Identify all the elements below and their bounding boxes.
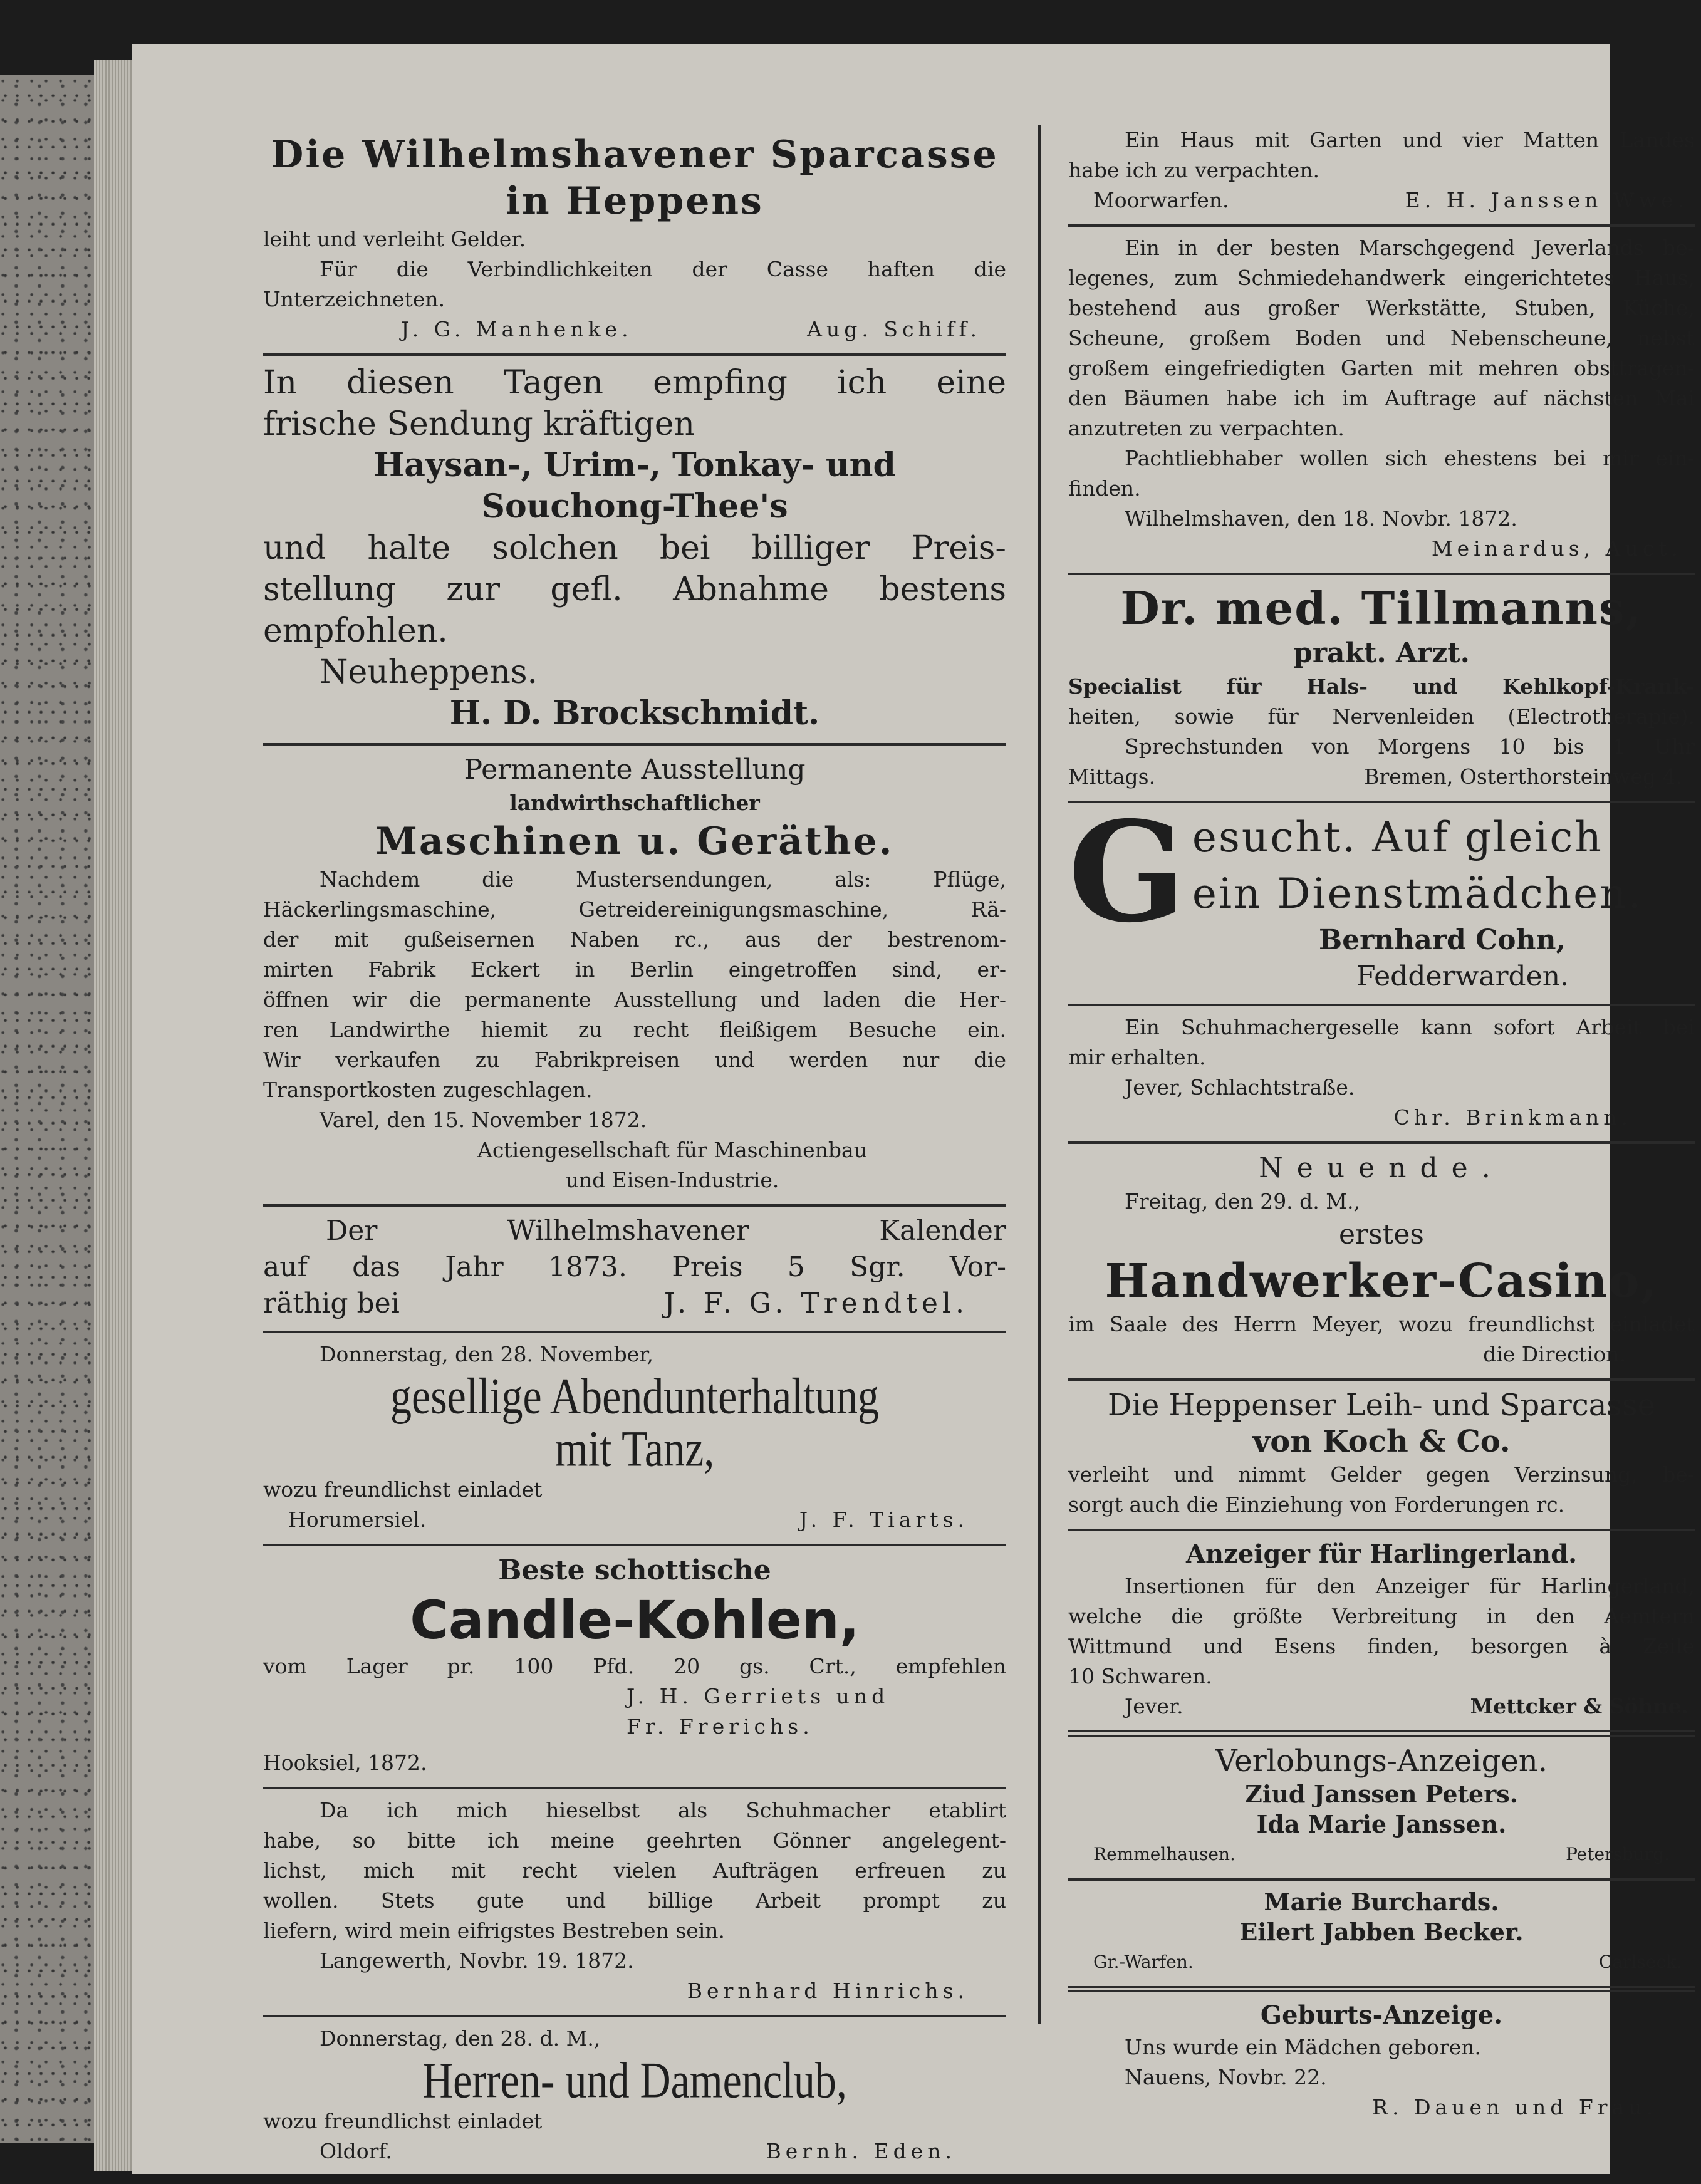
ad-signature: und Eisen-Industrie.: [565, 1168, 779, 1192]
ad-text: mir erhalten.: [1068, 1045, 1206, 1069]
ad-text: Bremen, Osterthorsteinweg 4.: [1364, 764, 1682, 789]
left-column: [257, 125, 1012, 2175]
ad-haus-verpachten: [1068, 125, 1695, 227]
ad-place: Fedderwarden.: [1356, 960, 1569, 992]
ad-title: ein Dienstmädchen.: [1192, 870, 1643, 918]
ad-place: Oldorf.: [320, 2139, 392, 2163]
ad-text: Sprechstunden von Morgens 10 bis 1 Uhr: [1125, 734, 1695, 759]
ad-title: Herren- und Damenclub,: [422, 2051, 847, 2109]
ad-body-line: welche die größte Verbreitung in den Aemtern: [1068, 1604, 1695, 1628]
ad-title: esucht. Auf gleich: [1192, 813, 1603, 861]
ad-text: Ein Schuhmachergeselle kann sofort Arbeit bei: [1125, 1015, 1695, 1039]
ad-text: Mittags.: [1068, 764, 1156, 789]
ad-title: Geburts-Anzeige.: [1260, 2000, 1503, 2030]
ad-dr-tillmanns: [1068, 575, 1695, 803]
signature: J. G. Manhenke.: [401, 317, 633, 341]
ad-text: Uns wurde ein Mädchen geboren.: [1125, 2035, 1482, 2059]
ad-title: Anzeiger für Harlingerland.: [1185, 1539, 1578, 1569]
ad-name: Ziud Janssen Peters.: [1245, 1780, 1518, 1808]
ad-place: Neuende.: [1259, 1152, 1504, 1184]
ad-title: Die Wilhelmshavener Sparcasse: [271, 133, 999, 177]
ad-subtitle: in Heppens: [506, 179, 764, 223]
ad-text: im Saale des Herrn Meyer, wozu freundlichst einladet: [1068, 1312, 1695, 1336]
ad-title: mit Tanz,: [554, 1420, 715, 1477]
ad-title: Permanente Ausstellung: [464, 754, 806, 786]
ad-schuhmacher: [263, 1789, 1006, 2017]
ad-place: Remmelhausen.: [1093, 1844, 1235, 1864]
ad-signature: Actiengesellschaft für Maschinenbau: [477, 1138, 867, 1162]
ad-place: Horumersiel.: [288, 1507, 427, 1532]
ad-calendar: [263, 1207, 1006, 1333]
ad-title: Verlobungs-Anzeigen.: [1215, 1744, 1548, 1779]
ad-handwerker-casino: [1068, 1144, 1695, 1381]
ad-body-line: Wittmund und Esens finden, besorgen à Zeile: [1068, 1634, 1695, 1658]
ad-text: heiten, sowie für Nervenleiden (Electrotherapie).: [1068, 704, 1695, 729]
ad-herren-damenclub: [263, 2017, 1006, 2175]
ad-body-line: habe, so bitte ich meine geehrten Gönner angelegent-: [263, 1828, 1006, 1853]
ad-machine-exhibition: [263, 746, 1006, 1207]
ad-title: Die Heppenser Leih- und Sparcasse: [1108, 1388, 1655, 1423]
ad-signature: die Direction.: [1483, 1342, 1626, 1366]
ad-text: räthig bei: [263, 1287, 400, 1319]
ad-signature: Meinardus, Auct.: [1431, 536, 1682, 561]
ad-signature: Bernhard Cohn,: [1319, 924, 1566, 956]
ad-text: und halte solchen bei billiger Preis-: [263, 529, 1006, 567]
ad-signature: J. F. G. Trendtel.: [663, 1287, 969, 1319]
ad-body-line: bestehend aus großer Werkstätte, Stuben, Küche,: [1068, 296, 1695, 320]
ad-signature: Mettcker & Söhne.: [1470, 1694, 1688, 1719]
ad-date: Varel, den 15. November 1872.: [320, 1108, 647, 1132]
ad-schmiede-verpachten: [1068, 227, 1695, 575]
ad-heppenser-sparcasse: [1068, 1381, 1695, 1531]
ad-body-line: ren Landwirthe hiemit zu recht fleißigem Besuche ein.: [263, 1017, 1006, 1042]
ad-row: [1068, 1839, 1695, 1869]
ad-geburt: [1068, 1992, 1695, 2131]
ad-body-line: Nachdem die Mustersendungen, als: Pflüge,: [320, 867, 1006, 892]
ad-text: wozu freundlichst einladet: [263, 1477, 543, 1502]
ad-name: Marie Burchards.: [1264, 1888, 1499, 1916]
ad-text: Haysan-, Urim-, Tonkay- und: [373, 446, 896, 484]
ad-date: Donnerstag, den 28. d. M.,: [320, 2026, 601, 2051]
ad-date: Langewerth, Novbr. 19. 1872.: [320, 1948, 634, 1973]
ad-date: Wilhelmshaven, den 18. Novbr. 1872.: [1125, 506, 1517, 531]
ad-gesucht-dienstmaedchen: [1068, 791, 1695, 1006]
ad-signature: J. H. Gerriets und: [627, 1684, 890, 1708]
ad-text: habe ich zu verpachten.: [1068, 158, 1319, 182]
ad-body-line: großem eingefriedigten Garten mit mehren obsttragen-: [1068, 356, 1695, 380]
ad-text: vom Lager pr. 100 Pfd. 20 gs. Crt., empfehlen: [263, 1654, 1006, 1678]
decorative-initial: G: [1068, 791, 1186, 953]
ad-title: Handwerker-Casino,: [1105, 1254, 1658, 1308]
ad-text: Ein Haus mit Garten und vier Matten Landes: [1125, 128, 1695, 152]
column-divider: [1038, 125, 1041, 2024]
ad-row: [1068, 185, 1695, 216]
ad-text: frische Sendung kräftigen: [263, 405, 695, 443]
ad-date: Freitag, den 29. d. M.,: [1125, 1189, 1361, 1214]
ad-schuhmachergeselle: [1068, 1006, 1695, 1144]
ad-body-line: Wir verkaufen zu Fabrikpreisen und werden nur die: [263, 1048, 1006, 1072]
ad-signature: H. D. Brockschmidt.: [449, 694, 820, 732]
ad-body-line: Häckerlingsmaschine, Getreidereinigungsmaschine, Rä-: [263, 897, 1006, 922]
ad-row: [1068, 1947, 1695, 1977]
ad-body-line: liefern, wird mein eifrigstes Bestreben sein.: [263, 1918, 726, 1943]
ad-text: Souchong-Thee's: [481, 487, 788, 526]
ad-text: leiht und verleiht Gelder.: [263, 227, 526, 251]
ad-place: Neuheppens.: [320, 653, 538, 691]
ad-text: stellung zur gefl. Abnahme bestens: [263, 571, 1006, 608]
ad-subtitle: prakt. Arzt.: [1293, 637, 1470, 669]
ad-signatures: [263, 315, 1006, 345]
ad-body-line: Ein in der besten Marschgegend Jeverlands be-: [1125, 236, 1695, 260]
ad-text: sorgt auch die Einziehung von Forderungen rc.: [1068, 1492, 1565, 1517]
ad-body-line: anzutreten zu verpachten.: [1068, 416, 1345, 440]
ad-body-line: 10 Schwaren.: [1068, 1664, 1212, 1688]
ad-verlobung-2: [1068, 1881, 1695, 1992]
ad-body-line: Pachtliebhaber wollen sich ehestens bei mir ein-: [1125, 446, 1695, 471]
ad-body-line: wollen. Stets gute und billige Arbeit prompt zu: [263, 1888, 1006, 1913]
ad-anzeiger-harlingerland: [1068, 1531, 1695, 1737]
ad-body-line: Transportkosten zugeschlagen.: [263, 1078, 593, 1102]
ad-body-line: öffnen wir die permanente Ausstellung und laden die Her-: [263, 987, 1006, 1012]
ad-text: Für die Verbindlichkeiten der Casse haften die: [320, 257, 1006, 281]
ad-row: [263, 1505, 1006, 1535]
ad-place: Gr.-Warfen.: [1093, 1952, 1194, 1972]
ad-signature: E. H. Janssen Wwe.: [1405, 188, 1688, 212]
ad-body-line: den Bäumen habe ich im Auftrage auf nächsten Mai: [1068, 386, 1695, 410]
ad-text: Der Wilhelmshavener Kalender: [326, 1215, 1006, 1247]
ad-title: Maschinen u. Geräthe.: [375, 819, 894, 863]
ad-verlobung-1: [1068, 1737, 1695, 1881]
signature: Aug. Schiff.: [807, 317, 981, 341]
ad-row: [1068, 762, 1695, 792]
ad-title: Candle-Kohlen,: [410, 1589, 860, 1651]
ad-place: Jever, Schlachtstraße.: [1125, 1075, 1355, 1100]
ad-place: Carlseck.: [1599, 1952, 1682, 1972]
ad-date: Donnerstag, den 28. November,: [320, 1342, 653, 1366]
ad-body-line: der mit gußeisernen Naben rc., aus der bestrenom-: [263, 927, 1006, 952]
ad-text: In diesen Tagen empfing ich eine: [263, 364, 1006, 402]
ad-subtitle: von Koch & Co.: [1252, 1424, 1511, 1459]
ad-row: [263, 2136, 1006, 2166]
ad-signature: Fr. Frerichs.: [627, 1714, 814, 1739]
newspaper-page: [132, 44, 1695, 2174]
ad-body-line: Da ich mich hieselbst als Schuhmacher etablirt: [320, 1798, 1006, 1823]
right-column: [1062, 125, 1701, 2131]
ad-body-line: finden.: [1068, 476, 1141, 501]
ad-signature: Chr. Brinkmann.: [1393, 1105, 1632, 1130]
ad-place: Jever.: [1125, 1694, 1183, 1719]
ad-name: Ida Marie Janssen.: [1256, 1810, 1507, 1838]
ad-body-line: mirten Fabrik Eckert in Berlin eingetroffen sind, er-: [263, 957, 1006, 982]
ad-candle-kohlen: [263, 1546, 1006, 1789]
ad-signature: Bernhard Hinrichs.: [687, 1979, 969, 2003]
ad-row: [263, 1286, 1006, 1322]
ad-text: Specialist für Hals- und Kehlkopf-Krank-: [1068, 674, 1695, 699]
ad-text: Nauens, Novbr. 22.: [1125, 2065, 1327, 2089]
ad-text: empfohlen.: [263, 612, 448, 650]
ad-text: erstes: [1339, 1219, 1424, 1251]
ad-body-line: legenes, zum Schmiedehandwerk eingerichtetes Haus,: [1068, 266, 1695, 290]
ad-body-line: Insertionen für den Anzeiger für Harlingerland,: [1125, 1574, 1695, 1598]
ad-row: [1068, 1692, 1695, 1722]
ad-text: Unterzeichneten.: [263, 287, 445, 311]
ad-place: Petersburg.: [1566, 1844, 1670, 1864]
ad-signature: J. F. Tiarts.: [799, 1507, 969, 1532]
ad-subtitle: landwirthschaftlicher: [509, 791, 760, 815]
ad-tea-shipment: [263, 356, 1006, 746]
ad-signature: Bernh. Eden.: [766, 2139, 956, 2163]
ad-abendunterhaltung: [263, 1333, 1006, 1546]
ad-body-line: lichst, mich mit recht vielen Aufträgen erfreuen zu: [263, 1858, 1006, 1883]
ad-title: gesellige Abendunterhaltung: [390, 1367, 879, 1425]
ad-text: auf das Jahr 1873. Preis 5 Sgr. Vor-: [263, 1251, 1006, 1283]
ad-text: wozu freundlichst einladet: [263, 2109, 543, 2133]
ad-title: Dr. med. Tillmanns,: [1120, 581, 1643, 635]
ad-wilhelmshavener-sparcasse: [263, 125, 1006, 356]
ad-signature: R. Dauen und Frau.: [1372, 2095, 1657, 2119]
ad-name: Eilert Jabben Becker.: [1239, 1918, 1524, 1946]
ad-place: Hooksiel, 1872.: [263, 1750, 427, 1775]
ad-text: verleiht und nimmt Gelder gegen Verzinsung, be-: [1068, 1462, 1695, 1487]
ad-title: Beste schottische: [498, 1554, 771, 1586]
ad-place: Moorwarfen.: [1093, 188, 1229, 212]
ad-body-line: Scheune, großem Boden und Nebenscheune, nebst: [1068, 326, 1695, 350]
